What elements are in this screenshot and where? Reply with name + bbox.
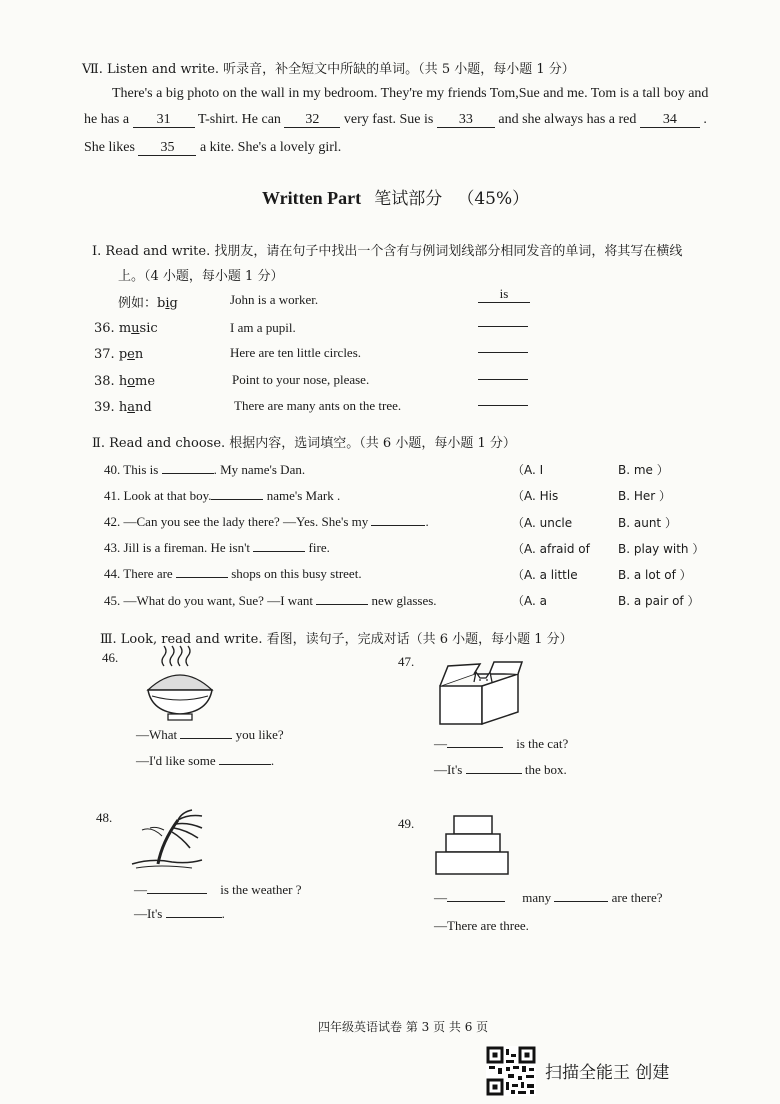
stacked-cakes-icon	[432, 814, 512, 878]
blank-33[interactable]: 33	[437, 113, 495, 128]
blank-31[interactable]: 31	[133, 113, 195, 128]
item-36-word: 36. music	[94, 321, 158, 336]
item-45-blank[interactable]	[316, 604, 368, 605]
q49-line-1: — many are there?	[434, 890, 663, 905]
item-44-stem: 44. There are shops on this busy street.	[104, 566, 362, 581]
qr-code-icon	[486, 1046, 536, 1096]
item-44-option-a[interactable]: （A. a little	[512, 568, 578, 582]
q48-number: 48.	[96, 810, 113, 825]
page-footer: 四年级英语试卷 第 3 页 共 6 页	[318, 1020, 489, 1034]
item-36-sentence: I am a pupil.	[230, 320, 296, 335]
q49-number: 49.	[398, 816, 415, 831]
item-40-blank[interactable]	[162, 473, 214, 474]
item-39-sentence: There are many ants on the tree.	[234, 398, 402, 413]
item-37-answer[interactable]	[478, 352, 528, 353]
q46-blank-1[interactable]	[180, 738, 232, 739]
section-7-heading: Ⅶ. Listen and write. 听录音，补全短文中所缺的单词。（共 5 小题，每小题 1 分）	[82, 62, 575, 77]
passage-line-2: he has a 31 T-shirt. He can 32 very fast. Sue is 33 and she always has a red 34 .	[84, 112, 707, 127]
q49-blank-1[interactable]	[447, 901, 505, 902]
item-42-option-b[interactable]: B. aunt ）	[618, 516, 677, 530]
item-41-option-a[interactable]: （A. His	[512, 489, 559, 503]
q46-line-2: —I'd like some .	[136, 753, 275, 768]
rice-bowl-icon	[140, 644, 220, 726]
q47-blank-2[interactable]	[466, 773, 522, 774]
passage-line-1: There's a big photo on the wall in my bedroom. They're my friends Tom,Sue and me. Tom is a tall boy and	[112, 86, 709, 101]
item-43-stem: 43. Jill is a fireman. He isn't fire.	[104, 540, 330, 555]
q49-blank-2[interactable]	[554, 901, 608, 902]
windy-tree-icon	[128, 806, 208, 872]
blank-35[interactable]: 35	[138, 141, 196, 156]
blank-34[interactable]: 34	[640, 113, 700, 128]
item-38-sentence: Point to your nose, please.	[232, 372, 370, 387]
cat-in-box-icon	[434, 660, 526, 728]
section-1-heading: Ⅰ. Read and write. 找朋友，请在句子中找出一个含有与例词划线部分相同发音的单词，将其写在横线	[92, 244, 683, 259]
item-40-option-a[interactable]: （A. I	[512, 463, 544, 477]
q48-blank-1[interactable]	[147, 893, 207, 894]
item-40-stem: 40. This is . My name's Dan.	[104, 462, 306, 477]
written-part-title: Written Part 笔试部分 （45%）	[262, 188, 530, 209]
item-42-blank[interactable]	[371, 525, 425, 526]
q47-blank-1[interactable]	[447, 747, 503, 748]
q49-line-2: —There are three.	[434, 918, 529, 933]
item-43-blank[interactable]	[253, 551, 305, 552]
item-36-answer[interactable]	[478, 326, 528, 327]
q48-line-2: —It's .	[134, 906, 225, 921]
item-38-word: 38. home	[94, 374, 156, 389]
item-41-stem: 41. Look at that boy. name's Mark .	[104, 488, 341, 503]
item-43-option-a[interactable]: （A. afraid of	[512, 542, 590, 556]
scanner-watermark: 扫描全能王 创建	[545, 1063, 670, 1083]
blank-32[interactable]: 32	[284, 113, 340, 128]
q46-line-1: —What you like?	[136, 727, 284, 742]
q48-line-1: — is the weather ?	[134, 882, 302, 897]
section-1-heading-cont: 上。（4 小题，每小题 1 分）	[118, 269, 284, 284]
item-38-answer[interactable]	[478, 379, 528, 380]
item-42-option-a[interactable]: （A. uncle	[512, 516, 573, 530]
item-45-option-b[interactable]: B. a pair of ）	[618, 594, 700, 608]
example-answer: is	[478, 286, 530, 303]
q46-blank-2[interactable]	[219, 764, 271, 765]
example-sentence: John is a worker.	[230, 292, 319, 307]
item-43-option-b[interactable]: B. play with ）	[618, 542, 705, 556]
item-37-sentence: Here are ten little circles.	[230, 345, 362, 360]
q47-line-1: — is the cat?	[434, 736, 569, 751]
q48-blank-2[interactable]	[166, 917, 222, 918]
q47-number: 47.	[398, 654, 415, 669]
item-44-blank[interactable]	[176, 577, 228, 578]
item-40-option-b[interactable]: B. me ）	[618, 463, 669, 477]
example-word: 例如：big	[118, 296, 178, 311]
item-41-blank[interactable]	[211, 499, 263, 500]
item-45-option-a[interactable]: （A. a	[512, 594, 547, 608]
q47-line-2: —It's the box.	[434, 762, 567, 777]
passage-line-3: She likes 35 a kite. She's a lovely girl.	[84, 140, 342, 155]
item-39-word: 39. hand	[94, 400, 152, 415]
section-2-heading: Ⅱ. Read and choose. 根据内容，选词填空。（共 6 小题，每小题 1 分）	[92, 436, 516, 451]
item-37-word: 37. pen	[94, 347, 144, 362]
section-3-heading: Ⅲ. Look, read and write. 看图，读句子，完成对话（共 6 小题，每小题 1 分）	[100, 632, 573, 647]
item-42-stem: 42. —Can you see the lady there? —Yes. She's my .	[104, 514, 429, 529]
q46-number: 46.	[102, 650, 119, 665]
item-44-option-b[interactable]: B. a lot of ）	[618, 568, 692, 582]
item-39-answer[interactable]	[478, 405, 528, 406]
item-45-stem: 45. —What do you want, Sue? —I want new glasses.	[104, 593, 437, 608]
item-41-option-b[interactable]: B. Her ）	[618, 489, 672, 503]
